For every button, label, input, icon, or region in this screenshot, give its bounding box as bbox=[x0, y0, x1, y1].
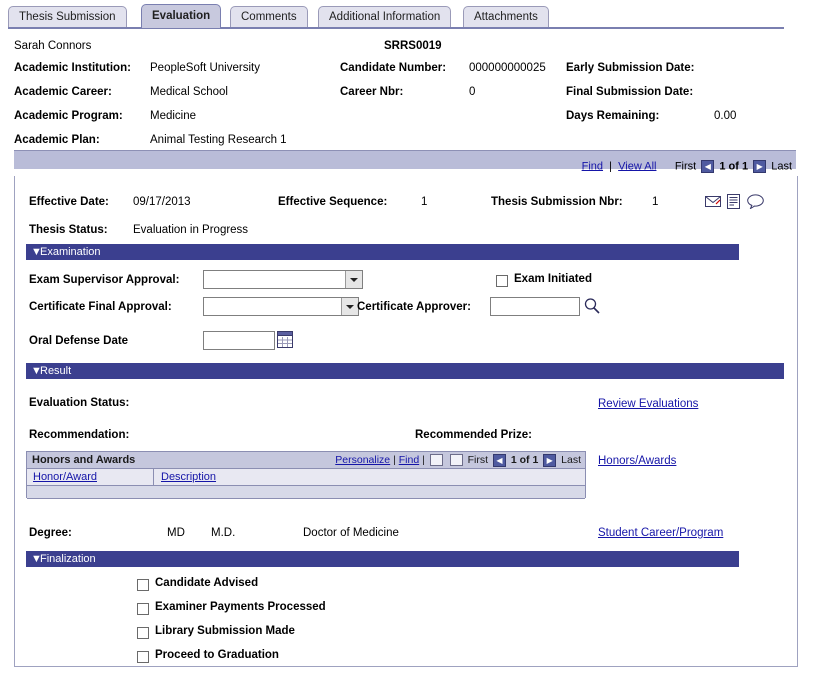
document-id: SRRS0019 bbox=[384, 40, 442, 52]
section-title: Finalization bbox=[40, 553, 96, 565]
academic-program-value: Medicine bbox=[150, 110, 197, 122]
tab-label: Comments bbox=[241, 11, 297, 23]
section-header-finalization[interactable] bbox=[26, 551, 739, 567]
tab-comments[interactable] bbox=[230, 6, 308, 27]
honors-awards-link[interactable]: Honors/Awards bbox=[598, 455, 677, 467]
certificate-approver-label: Certificate Approver: bbox=[357, 301, 471, 313]
row-nav-controls bbox=[582, 160, 792, 173]
magnifier-icon[interactable] bbox=[583, 297, 601, 315]
view-all-link[interactable]: View All bbox=[618, 160, 657, 173]
candidate-number-value: 000000000025 bbox=[469, 62, 546, 74]
exam-initiated-label: Exam Initiated bbox=[514, 273, 592, 285]
candidate-advised-label: Candidate Advised bbox=[155, 577, 259, 589]
tab-bar bbox=[8, 4, 798, 28]
recommendation-label: Recommendation: bbox=[29, 429, 130, 441]
effective-sequence-label: Effective Sequence: bbox=[278, 196, 388, 208]
oral-defense-date-input[interactable] bbox=[203, 331, 275, 350]
personalize-link[interactable]: Personalize bbox=[335, 454, 391, 466]
find-link[interactable]: Find bbox=[581, 160, 604, 173]
library-submission-made-checkbox[interactable] bbox=[137, 627, 149, 639]
row-nav bbox=[14, 160, 796, 176]
grid-title-text: Honors and Awards bbox=[32, 454, 136, 466]
oral-defense-date-label: Oral Defense Date bbox=[29, 335, 129, 347]
collapse-caret-icon[interactable]: ▼ bbox=[31, 246, 42, 258]
final-submission-date-label: Final Submission Date: bbox=[566, 86, 694, 98]
section-header-examination[interactable] bbox=[26, 244, 739, 260]
calendar-icon[interactable] bbox=[277, 331, 293, 348]
exam-supervisor-approval-label: Exam Supervisor Approval: bbox=[29, 274, 180, 286]
exam-supervisor-approval-dropdown[interactable] bbox=[203, 270, 363, 289]
tab-label: Evaluation bbox=[152, 10, 211, 22]
view-all-icon[interactable] bbox=[430, 454, 443, 466]
exam-initiated-checkbox[interactable] bbox=[496, 275, 508, 287]
certificate-approver-input[interactable] bbox=[490, 297, 580, 316]
grid-prev-icon[interactable]: ◀ bbox=[493, 454, 506, 467]
nav-gap bbox=[660, 160, 672, 172]
proceed-to-graduation-label: Proceed to Graduation bbox=[155, 649, 279, 661]
thesis-status-label: Thesis Status: bbox=[29, 224, 108, 236]
career-nbr-value: 0 bbox=[469, 86, 476, 98]
academic-institution-value: PeopleSoft University bbox=[150, 62, 260, 74]
academic-plan-value: Animal Testing Research 1 bbox=[150, 134, 287, 146]
next-row-icon[interactable]: ▶ bbox=[753, 160, 766, 173]
tab-attachments[interactable] bbox=[463, 6, 549, 27]
tab-additional-information[interactable] bbox=[318, 6, 451, 27]
examiner-payments-processed-label: Examiner Payments Processed bbox=[155, 601, 326, 613]
degree-code: MD bbox=[167, 527, 185, 539]
thesis-status-value: Evaluation in Progress bbox=[133, 224, 249, 236]
last-label: Last bbox=[771, 160, 792, 173]
effective-date-value: 09/17/2013 bbox=[133, 196, 191, 208]
section-title: Examination bbox=[40, 246, 101, 258]
academic-program-label: Academic Program: bbox=[14, 110, 123, 122]
grid-sep: | bbox=[393, 454, 399, 466]
examiner-payments-processed-checkbox[interactable] bbox=[137, 603, 149, 615]
evaluation-panel bbox=[14, 176, 798, 667]
notes-icon[interactable] bbox=[726, 194, 742, 209]
days-remaining-label: Days Remaining: bbox=[566, 110, 660, 122]
degree-abbr: M.D. bbox=[211, 527, 236, 539]
grid-last-label: Last bbox=[561, 454, 581, 466]
academic-plan-label: Academic Plan: bbox=[14, 134, 100, 146]
library-submission-made-label: Library Submission Made bbox=[155, 625, 295, 637]
honors-awards-grid-header bbox=[27, 469, 585, 486]
chevron-down-icon[interactable] bbox=[345, 271, 362, 288]
days-remaining-value: 0.00 bbox=[714, 110, 737, 122]
table-row[interactable] bbox=[27, 486, 585, 499]
grid-counter: 1 of 1 bbox=[510, 454, 539, 466]
grid-first-label: First bbox=[467, 454, 489, 466]
comment-bubble-icon[interactable] bbox=[747, 194, 763, 209]
grid-nav bbox=[335, 452, 581, 469]
tab-evaluation[interactable] bbox=[141, 4, 221, 28]
thesis-submission-nbr-value: 1 bbox=[652, 196, 659, 208]
prev-row-icon[interactable]: ◀ bbox=[701, 160, 714, 173]
certificate-final-approval-label: Certificate Final Approval: bbox=[29, 301, 172, 313]
honors-awards-grid-title bbox=[27, 452, 585, 469]
grid-next-icon[interactable]: ▶ bbox=[543, 454, 556, 467]
download-grid-icon[interactable] bbox=[450, 454, 463, 466]
honors-awards-grid bbox=[26, 451, 586, 498]
tab-thesis-submission[interactable] bbox=[8, 6, 127, 27]
effective-date-label: Effective Date: bbox=[29, 196, 109, 208]
chevron-down-icon[interactable] bbox=[341, 298, 358, 315]
candidate-advised-checkbox[interactable] bbox=[137, 579, 149, 591]
email-icon[interactable] bbox=[705, 194, 721, 209]
find-link[interactable]: Find bbox=[398, 454, 420, 466]
collapse-caret-icon[interactable]: ▼ bbox=[31, 553, 42, 565]
tab-underline bbox=[8, 27, 784, 29]
first-label: First bbox=[674, 160, 697, 173]
student-career-program-link[interactable]: Student Career/Program bbox=[598, 527, 724, 539]
recommended-prize-label: Recommended Prize: bbox=[415, 429, 532, 441]
student-name: Sarah Connors bbox=[14, 40, 92, 52]
column-header-honor-award[interactable]: Honor/Award bbox=[33, 471, 97, 483]
effective-sequence-value: 1 bbox=[421, 196, 428, 208]
nav-sep: | bbox=[606, 160, 616, 173]
academic-career-value: Medical School bbox=[150, 86, 228, 98]
tab-label: Additional Information bbox=[329, 11, 441, 23]
evaluation-status-label: Evaluation Status: bbox=[29, 397, 130, 409]
degree-label: Degree: bbox=[29, 527, 72, 539]
thesis-submission-nbr-label: Thesis Submission Nbr: bbox=[491, 196, 623, 208]
candidate-number-label: Candidate Number: bbox=[340, 62, 447, 74]
row-counter: 1 of 1 bbox=[719, 160, 749, 173]
academic-institution-label: Academic Institution: bbox=[14, 62, 131, 74]
collapse-caret-icon[interactable]: ▼ bbox=[31, 365, 42, 377]
section-title: Result bbox=[40, 365, 72, 377]
column-header-description[interactable]: Description bbox=[161, 471, 217, 483]
early-submission-date-label: Early Submission Date: bbox=[566, 62, 695, 74]
section-header-result[interactable] bbox=[26, 363, 784, 379]
academic-career-label: Academic Career: bbox=[14, 86, 112, 98]
certificate-final-approval-dropdown[interactable] bbox=[203, 297, 359, 316]
career-nbr-label: Career Nbr: bbox=[340, 86, 404, 98]
degree-description: Doctor of Medicine bbox=[303, 527, 399, 539]
review-evaluations-link[interactable]: Review Evaluations bbox=[598, 398, 699, 410]
proceed-to-graduation-checkbox[interactable] bbox=[137, 651, 149, 663]
tab-label: Attachments bbox=[474, 11, 538, 23]
grid-sep2: | bbox=[422, 454, 428, 466]
tab-label: Thesis Submission bbox=[19, 11, 116, 23]
